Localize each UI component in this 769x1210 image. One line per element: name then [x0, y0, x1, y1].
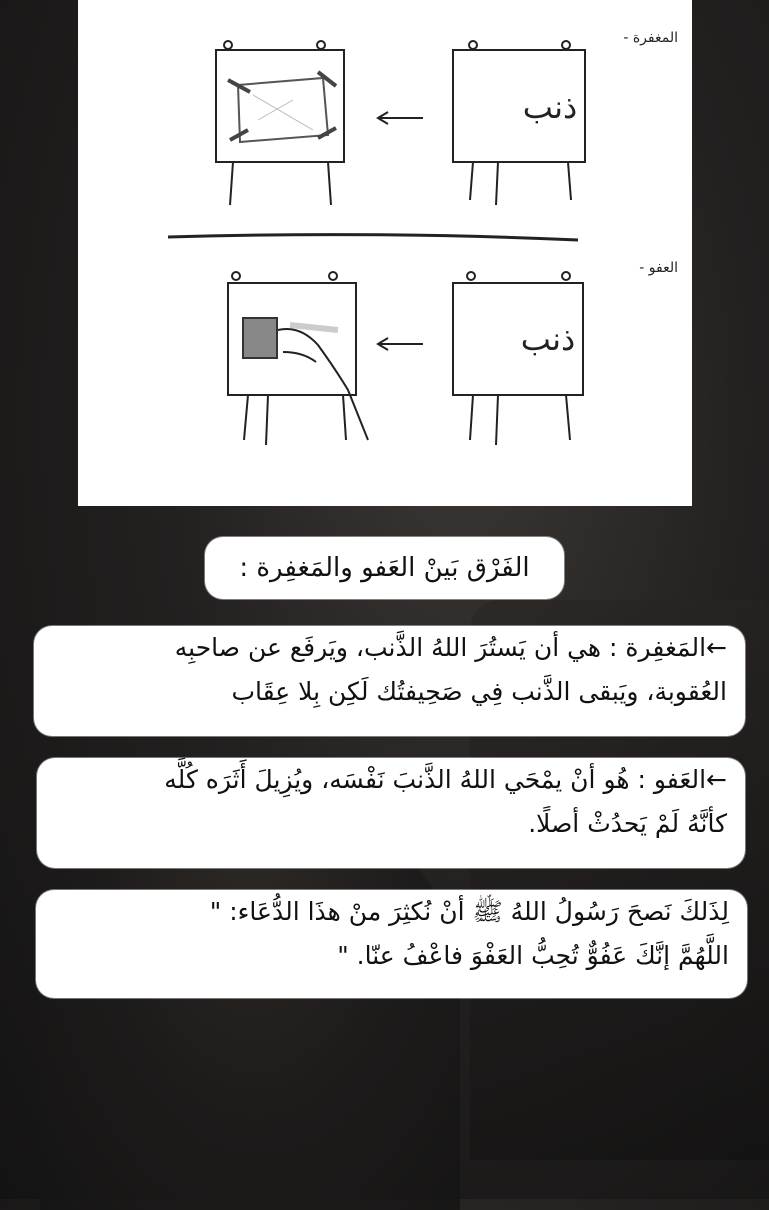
- title-card: [205, 537, 564, 599]
- board-pin: [329, 272, 337, 280]
- illustration-panel: [78, 0, 692, 506]
- easel-legs-bottom-right: [470, 395, 570, 445]
- cover-paper: [238, 78, 328, 142]
- dua-line-2: اللَّهُمَّ إنَّكَ عَفُوٌّ تُحِبُّ العَفْوَ فاعْفُ عنّا. ": [337, 941, 729, 970]
- maghfira-line-2: العُقوبة، ويَبقى الذَّنب فِي صَحِيفتُك لَكِن بِلا عِقَاب: [231, 677, 727, 706]
- hand-arm: [278, 329, 368, 440]
- dua-line-1: لِذَلكَ نَصحَ رَسُولُ اللهُ ﷺ أنْ نُكثِرَ منْ هذَا الدُّعَاء: ": [209, 897, 729, 926]
- board-pin: [562, 41, 570, 49]
- afw-card: [37, 758, 745, 868]
- board-word-bottom: ذنب: [520, 320, 576, 358]
- label-maghfira: - المغفرة: [623, 30, 678, 46]
- board-pin: [317, 41, 325, 49]
- board-pin: [467, 272, 475, 280]
- board-pin: [562, 272, 570, 280]
- easel-legs-bottom-left: [244, 395, 346, 445]
- board-pin: [232, 272, 240, 280]
- label-afw: - العفو: [639, 260, 678, 276]
- easel-legs-top-left: [230, 162, 331, 205]
- title-text: الفَرْق بَينْ العَفو والمَغفِرة :: [239, 553, 530, 583]
- eraser: [243, 318, 277, 358]
- board-pin: [469, 41, 477, 49]
- arrow-top: [378, 112, 423, 124]
- easel-legs-top-right: [470, 162, 571, 205]
- board-word-top: ذنب: [522, 88, 578, 126]
- afw-line-1: ←العَفو : هُو أنْ يمْحَي اللهُ الذَّنبَ نَفْسَه، ويُزِيلَ أَثَرَه كُلَّه: [164, 765, 727, 794]
- erase-streak: [290, 325, 338, 330]
- section-divider: [168, 235, 578, 240]
- maghfira-card: [34, 626, 745, 736]
- dua-card: [36, 890, 747, 998]
- cover-shine: [253, 95, 313, 130]
- arrow-bottom: [378, 338, 423, 350]
- illustration-svg: [78, 0, 692, 506]
- board-pin: [224, 41, 232, 49]
- maghfira-line-1: ←المَغفِرة : هي أن يَستُرَ اللهُ الذَّنب، ويَرفَع عن صاحبِه: [174, 633, 727, 662]
- afw-line-2: كأنَّهُ لَمْ يَحدُثْ أصلًا.: [528, 809, 727, 838]
